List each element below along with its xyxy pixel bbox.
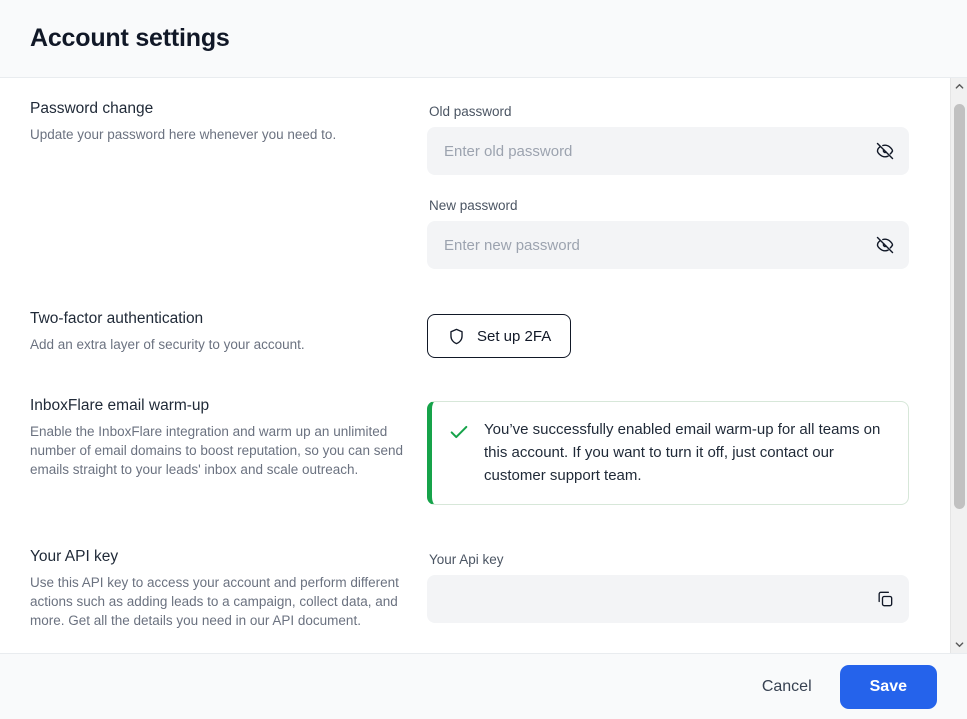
copy-icon[interactable] <box>873 587 897 611</box>
settings-body <box>0 78 967 653</box>
new-password-label: New password <box>429 198 518 213</box>
new-password-input-wrap[interactable] <box>427 221 909 269</box>
eye-off-icon[interactable] <box>873 233 897 257</box>
settings-scroll-area <box>0 78 950 653</box>
section-two-factor-info <box>30 310 427 358</box>
status-banner-text: You’ve successfully enabled email warm-up for all teams on this account. If you want to turn it off, just contact our customer support team. <box>484 421 881 484</box>
section-description: Update your password here whenever you need to. <box>30 127 337 142</box>
section-password-change-info <box>30 100 427 269</box>
section-email-warmup <box>0 358 950 505</box>
footer-actions <box>0 653 967 719</box>
chevron-down-icon[interactable] <box>951 636 967 653</box>
status-banner <box>427 401 909 505</box>
section-two-factor <box>0 269 950 358</box>
setup-2fa-label: Set up 2FA <box>477 327 552 345</box>
save-button[interactable]: Save <box>840 665 937 709</box>
check-icon <box>448 421 470 487</box>
section-description: Use this API key to access your account and perform different actions such as adding leads to a campaign, collect data, and more. Get all the details you need in our API document. <box>30 575 399 628</box>
cancel-button[interactable]: Cancel <box>748 668 826 706</box>
section-password-change <box>0 78 950 269</box>
old-password-group <box>427 104 920 175</box>
section-email-warmup-info <box>30 397 427 505</box>
section-email-warmup-status <box>427 397 920 505</box>
section-title: Your API key <box>30 548 119 565</box>
chevron-up-icon[interactable] <box>951 78 967 95</box>
section-title: Password change <box>30 100 154 117</box>
old-password-label: Old password <box>429 104 512 119</box>
eye-off-icon[interactable] <box>873 139 897 163</box>
shield-icon <box>447 327 466 346</box>
section-password-change-fields <box>427 100 920 269</box>
section-title: Two-factor authentication <box>30 310 204 327</box>
vertical-scrollbar[interactable] <box>950 78 967 653</box>
new-password-input[interactable] <box>442 236 861 255</box>
scrollbar-thumb[interactable] <box>954 104 965 509</box>
section-api-key-field <box>427 548 920 630</box>
setup-2fa-button[interactable] <box>427 314 571 358</box>
new-password-group <box>427 198 920 269</box>
section-api-key <box>0 505 950 630</box>
page-title: Account settings <box>30 24 230 52</box>
api-key-label: Your Api key <box>429 552 504 567</box>
api-key-input-wrap[interactable] <box>427 575 909 623</box>
page-header <box>0 0 967 78</box>
api-key-input[interactable] <box>442 590 861 609</box>
old-password-input-wrap[interactable] <box>427 127 909 175</box>
section-title: InboxFlare email warm-up <box>30 397 210 414</box>
old-password-input[interactable] <box>442 142 861 161</box>
section-description: Add an extra layer of security to your account. <box>30 337 305 352</box>
section-description: Enable the InboxFlare integration and warm up an unlimited number of email domains to boost reputation, so you can send emails straight to your leads' inbox and scale outreach. <box>30 424 403 477</box>
section-two-factor-action <box>427 310 920 358</box>
section-api-key-info <box>30 548 427 630</box>
